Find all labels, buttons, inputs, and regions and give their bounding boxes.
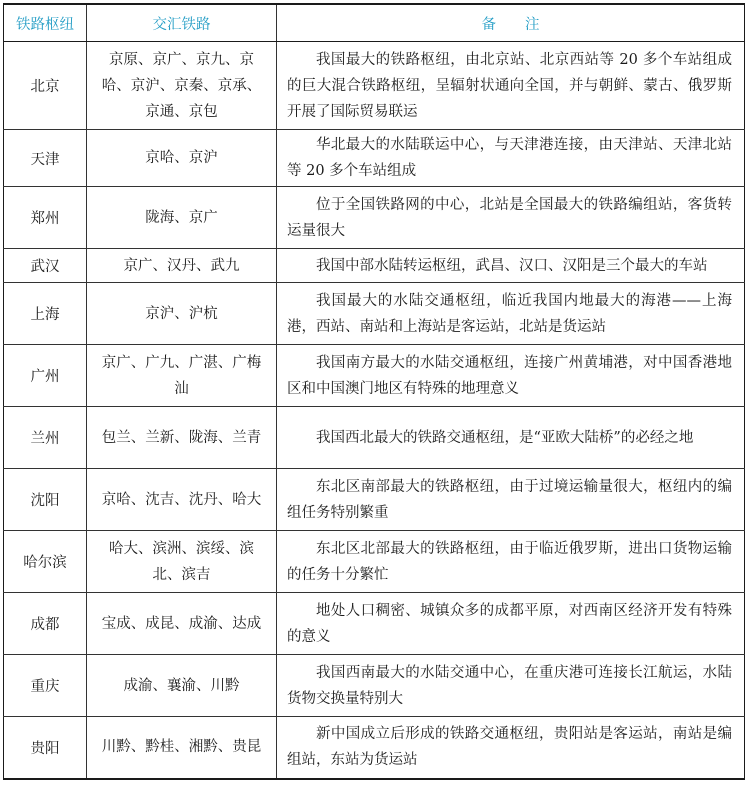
- note-text: 我国最大的铁路枢纽，由北京站、北京西站等 20 多个车站组成的巨大混合铁路枢纽，呈辐射状通向全国，并与朝鲜、蒙古、俄罗斯开展了国际贸易联运: [287, 51, 732, 120]
- note-cell: [277, 283, 745, 345]
- table-row: [4, 593, 745, 655]
- note-cell: [277, 187, 745, 249]
- note-text: 我国西北最大的铁路交通枢纽，是“亚欧大陆桥”的必经之地: [316, 429, 694, 446]
- note-cell: [277, 469, 745, 531]
- hub-cell: 武汉: [4, 249, 87, 283]
- hub-cell: 沈阳: [4, 469, 87, 531]
- header-lines: 交汇铁路: [87, 4, 277, 42]
- lines-cell: 宝成、成昆、成渝、达成: [87, 593, 277, 655]
- lines-cell: 京原、京广、京九、京哈、京沪、京秦、京承、京通、京包: [87, 42, 277, 130]
- railway-hub-table: [3, 3, 745, 780]
- table-row: [4, 717, 745, 779]
- header-hub: 铁路枢纽: [4, 4, 87, 42]
- note-text: 华北最大的水陆联运中心，与天津港连接，由天津站、天津北站等 20 多个车站组成: [287, 137, 732, 179]
- table-row: [4, 655, 745, 717]
- table-header-row: [4, 4, 745, 42]
- note-text: 东北区北部最大的铁路枢纽，由于临近俄罗斯，进出口货物运输的任务十分繁忙: [287, 540, 732, 583]
- table-row: [4, 42, 745, 130]
- lines-cell: 京广、汉丹、武九: [87, 249, 277, 283]
- table-row: [4, 345, 745, 407]
- table-row: [4, 407, 745, 469]
- table-row: [4, 249, 745, 283]
- note-text: 位于全国铁路网的中心，北站是全国最大的铁路编组站，客货转运量很大: [287, 196, 732, 239]
- note-cell: [277, 407, 745, 469]
- table-row: [4, 531, 745, 593]
- hub-cell: 重庆: [4, 655, 87, 717]
- table-body: [4, 42, 745, 779]
- table-row: [4, 130, 745, 187]
- note-text: 新中国成立后形成的铁路交通枢纽，贵阳站是客运站，南站是编组站，东站为货运站: [287, 726, 732, 769]
- header-note: 备注: [277, 4, 745, 42]
- hub-cell: 成都: [4, 593, 87, 655]
- note-text: 我国最大的水陆交通枢纽，临近我国内地最大的海港——上海港，西站、南站和上海站是客运站，北站是货运站: [287, 292, 732, 335]
- lines-cell: 哈大、滨洲、滨绥、滨北、滨吉: [87, 531, 277, 593]
- lines-cell: 京广、广九、广湛、广梅汕: [87, 345, 277, 407]
- hub-cell: 哈尔滨: [4, 531, 87, 593]
- note-text: 地处人口稠密、城镇众多的成都平原，对西南区经济开发有特殊的意义: [287, 602, 732, 645]
- table-row: [4, 187, 745, 249]
- lines-cell: 成渝、襄渝、川黔: [87, 655, 277, 717]
- hub-cell: 兰州: [4, 407, 87, 469]
- note-text: 我国中部水陆转运枢纽，武昌、汉口、汉阳是三个最大的车站: [316, 257, 708, 274]
- hub-cell: 广州: [4, 345, 87, 407]
- lines-cell: 京哈、沈吉、沈丹、哈大: [87, 469, 277, 531]
- note-cell: [277, 531, 745, 593]
- hub-cell: 北京: [4, 42, 87, 130]
- table-row: [4, 283, 745, 345]
- note-cell: [277, 130, 745, 187]
- note-text: 东北区南部最大的铁路枢纽，由于过境运输量很大，枢纽内的编组任务特别繁重: [287, 478, 732, 521]
- hub-cell: 上海: [4, 283, 87, 345]
- lines-cell: 京沪、沪杭: [87, 283, 277, 345]
- hub-cell: 郑州: [4, 187, 87, 249]
- note-cell: [277, 717, 745, 779]
- lines-cell: 京哈、京沪: [87, 130, 277, 187]
- lines-cell: 川黔、黔桂、湘黔、贵昆: [87, 717, 277, 779]
- table-row: [4, 469, 745, 531]
- hub-cell: 贵阳: [4, 717, 87, 779]
- note-cell: [277, 345, 745, 407]
- note-cell: [277, 593, 745, 655]
- note-text: 我国南方最大的水陆交通枢纽，连接广州黄埔港，对中国香港地区和中国澳门地区有特殊的地理意义: [287, 354, 732, 397]
- hub-cell: 天津: [4, 130, 87, 187]
- lines-cell: 陇海、京广: [87, 187, 277, 249]
- lines-cell: 包兰、兰新、陇海、兰青: [87, 407, 277, 469]
- note-text: 我国西南最大的水陆交通中心，在重庆港可连接长江航运，水陆货物交换量特别大: [287, 664, 732, 707]
- note-cell: [277, 42, 745, 130]
- note-cell: [277, 249, 745, 283]
- note-cell: [277, 655, 745, 717]
